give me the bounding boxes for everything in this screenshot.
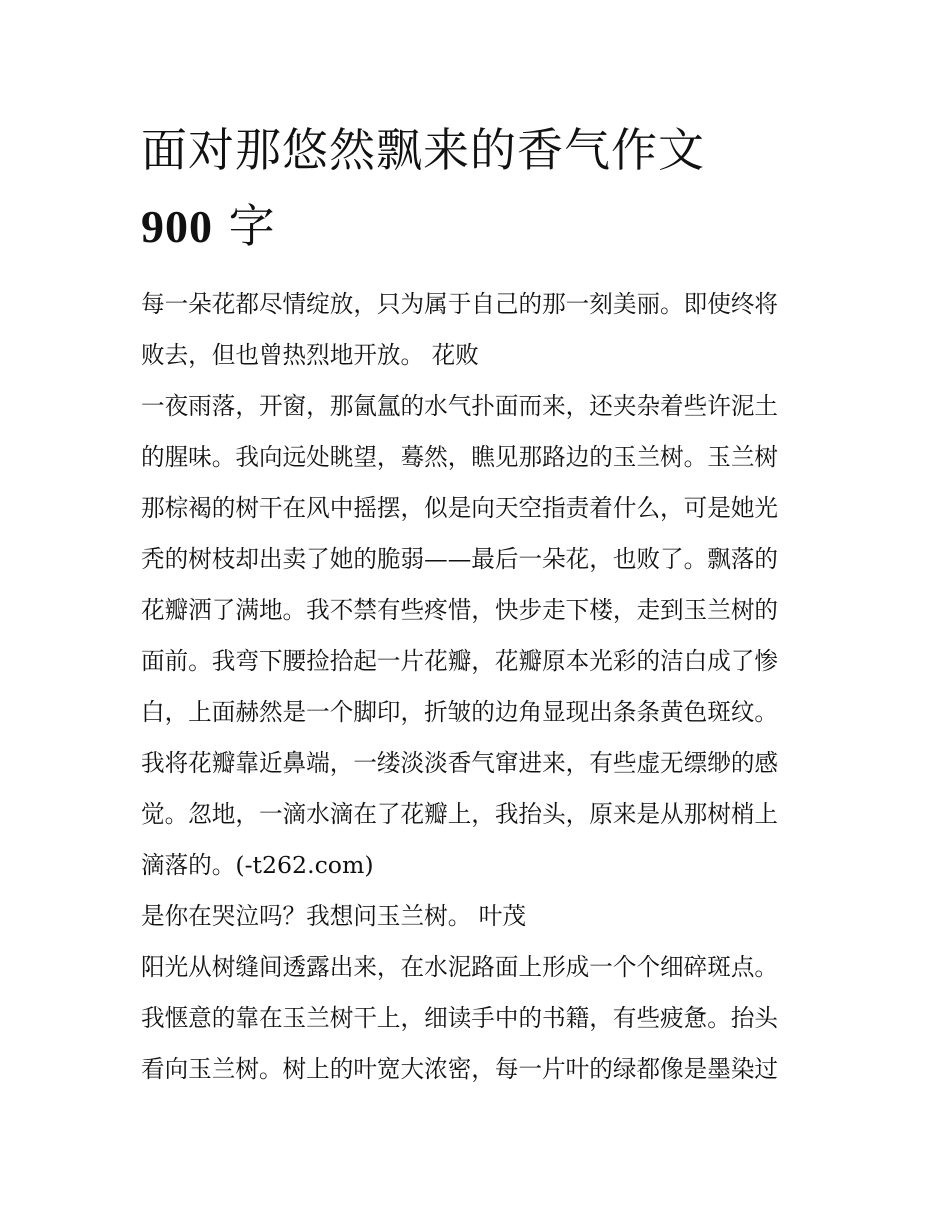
body-line: 花瓣洒了满地。我不禁有些疼惜，快步走下楼，走到玉兰树的 [141,596,779,624]
body-line: 面前。我弯下腰捡拾起一片花瓣，花瓣原本光彩的洁白成了惨 [141,647,779,675]
body-line: 阳光从树缝间透露出来，在水泥路面上形成一个个细碎斑点。 [141,953,779,981]
body-line: 我将花瓣靠近鼻端，一缕淡淡香气窜进来，有些虚无缥缈的感 [141,749,779,777]
body-line: 每一朵花都尽情绽放，只为属于自己的那一刻美丽。即使终将 [141,290,779,318]
title-suffix: 字 [213,199,276,253]
body-line: 觉。忽地，一滴水滴在了花瓣上，我抬头，原来是从那树梢上 [141,800,779,828]
title-word-count: 900 [141,201,213,252]
body-line: 一夜雨落，开窗，那氤氲的水气扑面而来，还夹杂着些许泥土 [141,392,779,420]
body-line: 秃的树枝却出卖了她的脆弱——最后一朵花，也败了。飘落的 [141,545,779,573]
body-line: 我惬意的靠在玉兰树干上，细读手中的书籍，有些疲惫。抬头 [141,1004,779,1032]
body-line: 滴落的。(-t262.com) [141,851,374,879]
body-line: 败去，但也曾热烈地开放。 花败 [141,341,479,369]
document-body [141,279,813,1095]
body-line: 那棕褐的树干在风中摇摆，似是向天空指责着什么，可是她光 [141,494,779,522]
body-line: 看向玉兰树。树上的叶宽大浓密，每一片叶的绿都像是墨染过 [141,1055,779,1083]
body-line: 的腥味。我向远处眺望，蓦然，瞧见那路边的玉兰树。玉兰树 [141,443,779,471]
document-title [141,112,821,265]
body-line: 白，上面赫然是一个脚印，折皱的边角显现出条条黄色斑纹。 [141,698,779,726]
title-text: 面对那悠然飘来的香气作文 [141,123,705,177]
body-line: 是你在哭泣吗？我想问玉兰树。 叶茂 [141,902,526,930]
